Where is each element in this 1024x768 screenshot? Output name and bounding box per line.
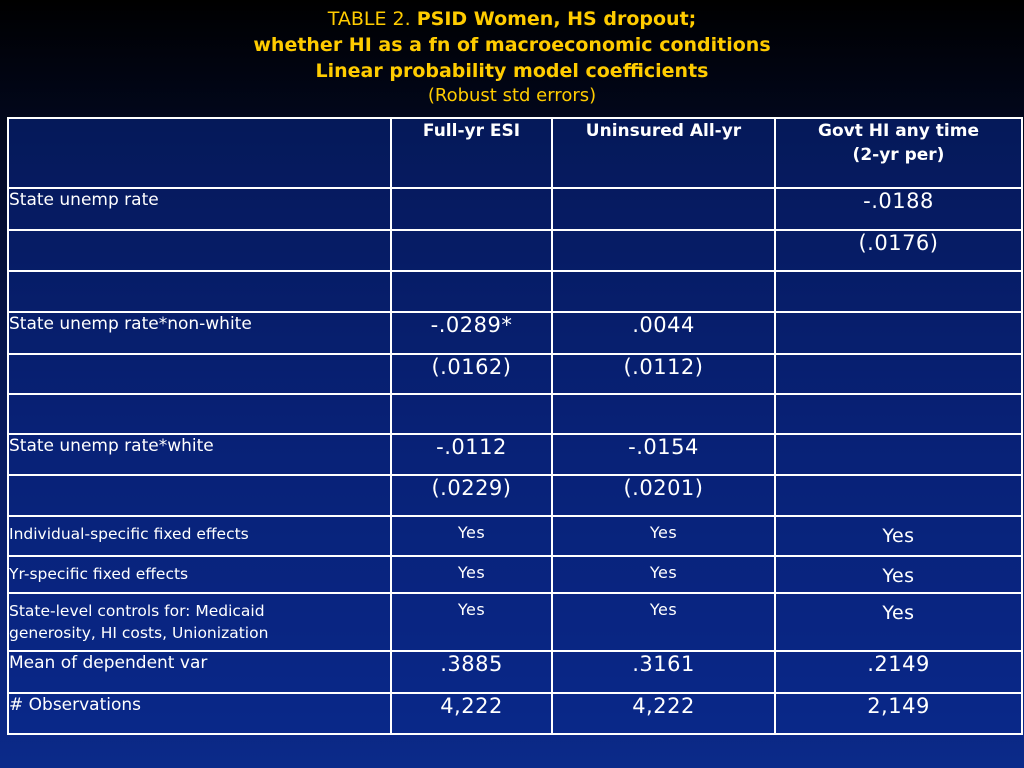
cell-full-yr-esi — [391, 394, 552, 434]
table-row — [8, 593, 1022, 651]
cell-full-yr-esi: -.0289* — [391, 312, 552, 354]
cell-full-yr-esi: Yes — [391, 556, 552, 593]
table-row — [8, 475, 1022, 516]
cell-govt-hi — [775, 271, 1022, 312]
cell-govt-hi — [775, 354, 1022, 394]
row-label: State unemp rate*non-white — [8, 312, 391, 354]
cell-full-yr-esi: 4,222 — [391, 693, 552, 734]
cell-govt-hi: Yes — [775, 556, 1022, 593]
cell-full-yr-esi: Yes — [391, 516, 552, 556]
header-row — [8, 118, 1022, 188]
table-row — [8, 312, 1022, 354]
header-full-yr-esi: Full-yr ESI — [391, 118, 552, 188]
cell-uninsured: Yes — [552, 516, 775, 556]
cell-uninsured — [552, 271, 775, 312]
row-label: Yr-specific fixed effects — [8, 556, 391, 593]
cell-govt-hi — [775, 475, 1022, 516]
table-row — [8, 230, 1022, 271]
row-label — [8, 394, 391, 434]
title-line-1: PSID Women, HS dropout; — [416, 8, 697, 30]
table-row — [8, 516, 1022, 556]
row-label — [8, 593, 391, 651]
row-label: State unemp rate — [8, 188, 391, 230]
cell-full-yr-esi: (.0229) — [391, 475, 552, 516]
cell-uninsured — [552, 394, 775, 434]
cell-uninsured: (.0112) — [552, 354, 775, 394]
cell-govt-hi — [775, 394, 1022, 434]
cell-govt-hi: .2149 — [775, 651, 1022, 693]
table-row — [8, 556, 1022, 593]
row-label: Individual-specific fixed effects — [8, 516, 391, 556]
cell-govt-hi: 2,149 — [775, 693, 1022, 734]
slide-title — [0, 6, 1024, 108]
row-label-line2: generosity, HI costs, Unionization — [9, 624, 269, 642]
cell-full-yr-esi — [391, 271, 552, 312]
header-empty-cell — [8, 118, 391, 188]
table-row — [8, 394, 1022, 434]
table-row — [8, 693, 1022, 734]
cell-full-yr-esi: Yes — [391, 593, 552, 651]
header-govt-hi-line2: (2-yr per) — [852, 145, 945, 165]
cell-full-yr-esi — [391, 230, 552, 271]
cell-govt-hi: Yes — [775, 516, 1022, 556]
cell-govt-hi — [775, 434, 1022, 475]
cell-full-yr-esi: -.0112 — [391, 434, 552, 475]
cell-full-yr-esi — [391, 188, 552, 230]
table-row — [8, 651, 1022, 693]
header-govt-hi — [775, 118, 1022, 188]
cell-uninsured: (.0201) — [552, 475, 775, 516]
row-label — [8, 475, 391, 516]
results-table-wrapper — [7, 117, 1024, 734]
row-label: # Observations — [8, 693, 391, 734]
row-label — [8, 354, 391, 394]
cell-uninsured — [552, 230, 775, 271]
cell-uninsured: .3161 — [552, 651, 775, 693]
header-uninsured: Uninsured All-yr — [552, 118, 775, 188]
cell-uninsured: Yes — [552, 593, 775, 651]
row-label — [8, 230, 391, 271]
results-table — [7, 117, 1023, 735]
cell-govt-hi — [775, 312, 1022, 354]
cell-govt-hi: -.0188 — [775, 188, 1022, 230]
cell-uninsured: -.0154 — [552, 434, 775, 475]
cell-govt-hi: Yes — [775, 593, 1022, 651]
cell-full-yr-esi: (.0162) — [391, 354, 552, 394]
table-row — [8, 271, 1022, 312]
header-govt-hi-line1: Govt HI any time — [817, 121, 979, 141]
row-label: Mean of dependent var — [8, 651, 391, 693]
cell-govt-hi: (.0176) — [775, 230, 1022, 271]
title-line-2: whether HI as a fn of macroeconomic conditions — [253, 34, 771, 56]
table-row — [8, 354, 1022, 394]
row-label-line1: State-level controls for: Medicaid — [9, 602, 265, 620]
title-prefix: TABLE 2. — [327, 8, 417, 30]
cell-uninsured: Yes — [552, 556, 775, 593]
cell-uninsured: 4,222 — [552, 693, 775, 734]
table-row — [8, 188, 1022, 230]
title-line-4: (Robust std errors) — [427, 85, 597, 106]
row-label — [8, 271, 391, 312]
cell-uninsured — [552, 188, 775, 230]
cell-full-yr-esi: .3885 — [391, 651, 552, 693]
title-line-3: Linear probability model coefficients — [315, 60, 709, 82]
table-row — [8, 434, 1022, 475]
cell-uninsured: .0044 — [552, 312, 775, 354]
row-label: State unemp rate*white — [8, 434, 391, 475]
